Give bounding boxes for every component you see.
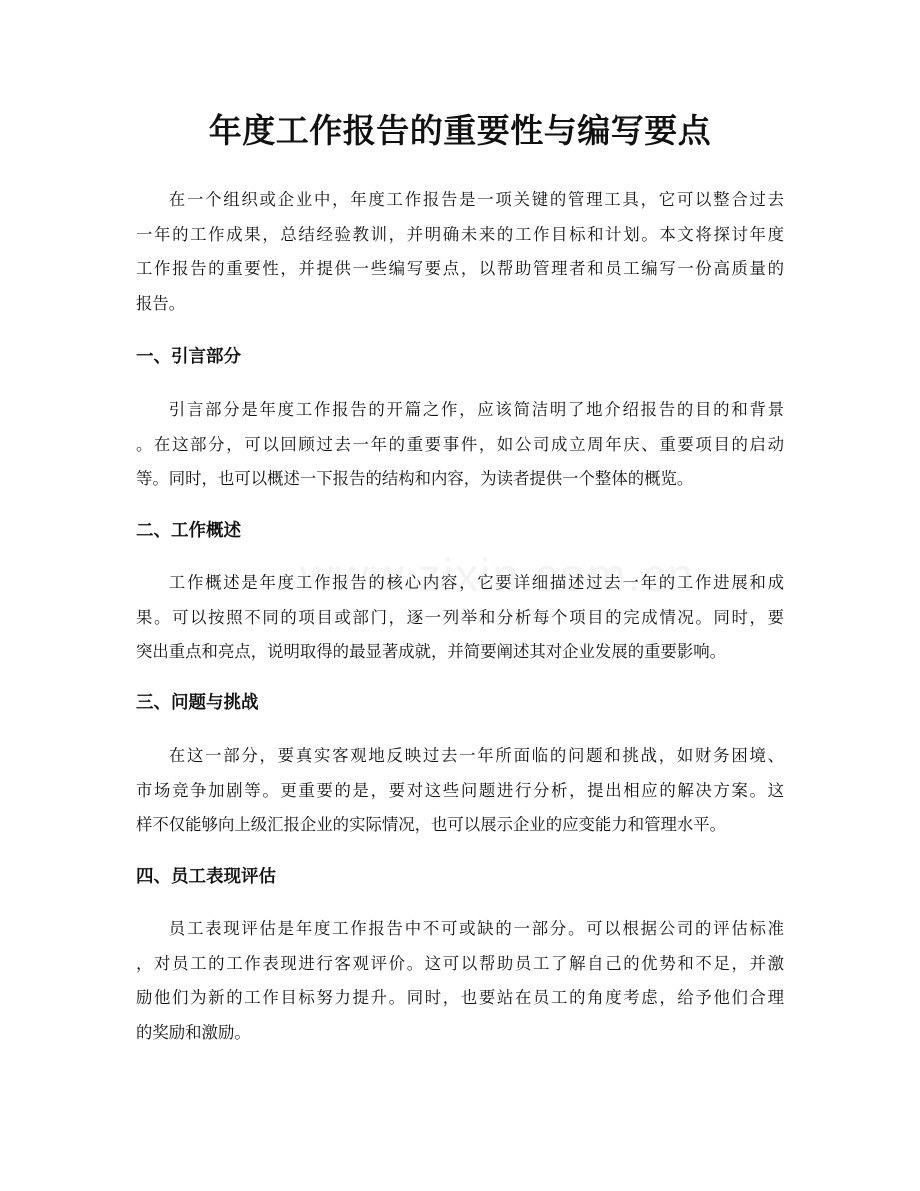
paragraph-line: 果。可以按照不同的项目或部门，逐一列举和分析每个项目的完成情况。同时，要 [136,607,784,627]
section-paragraph-introduction [136,393,784,497]
paragraph-line: 员工表现评估是年度工作报告中不可或缺的一部分。可以根据公司的评估标准 [168,919,784,938]
section-heading-introduction: 一、引言部分 [136,347,241,367]
paragraph-line: 在这一部分，要真实客观地反映过去一年所面临的问题和挑战，如财务困境、 [168,746,784,765]
paragraph-line: 市场竞争加剧等。更重要的是，要对这些问题进行分析，提出相应的解决方案。这 [136,780,784,800]
intro-line: 报告。 [136,294,186,314]
paragraph-line: 。在这部分，可以回顾过去一年的重要事件，如公司成立周年庆、重要项目的启动 [136,434,784,454]
intro-line: 一年的工作成果，总结经验教训，并明确未来的工作目标和计划。本文将探讨年度 [136,224,784,244]
paragraph-line: 工作概述是年度工作报告的核心内容，它要详细描述过去一年的工作进展和成 [168,573,784,592]
section-heading-work-overview: 二、工作概述 [136,521,241,541]
section-paragraph-employee-evaluation [136,912,784,1051]
paragraph-line: 等。同时，也可以概述一下报告的结构和内容，为读者提供一个整体的概览。 [136,469,694,489]
intro-line: 在一个组织或企业中，年度工作报告是一项关键的管理工具，它可以整合过去 [168,190,784,209]
paragraph-line: 励他们为新的工作目标努力提升。同时，也要站在员工的角度考虑，给予他们合理 [136,988,784,1008]
paragraph-line: 样不仅能够向上级汇报企业的实际情况，也可以展示企业的应变能力和管理水平。 [136,815,727,835]
paragraph-line: ，对员工的工作表现进行客观评价。这可以帮助员工了解自己的优势和不足，并激 [136,953,784,973]
intro-paragraph [136,183,784,322]
paragraph-line: 的奖励和激励。 [136,1023,251,1043]
section-heading-problems-challenges: 三、问题与挑战 [136,693,259,713]
paragraph-line: 突出重点和亮点，说明取得的最显著成就，并简要阐述其对企业发展的重要影响。 [136,642,727,662]
section-paragraph-problems-challenges [136,739,784,843]
intro-line: 工作报告的重要性，并提供一些编写要点，以帮助管理者和员工编写一份高质量的 [136,259,784,279]
section-heading-employee-evaluation: 四、员工表现评估 [136,867,276,887]
paragraph-line: 引言部分是年度工作报告的开篇之作，应该简洁明了地介绍报告的目的和背景 [168,400,784,419]
section-paragraph-work-overview [136,566,784,670]
document-title: 年度工作报告的重要性与编写要点 [208,111,712,150]
